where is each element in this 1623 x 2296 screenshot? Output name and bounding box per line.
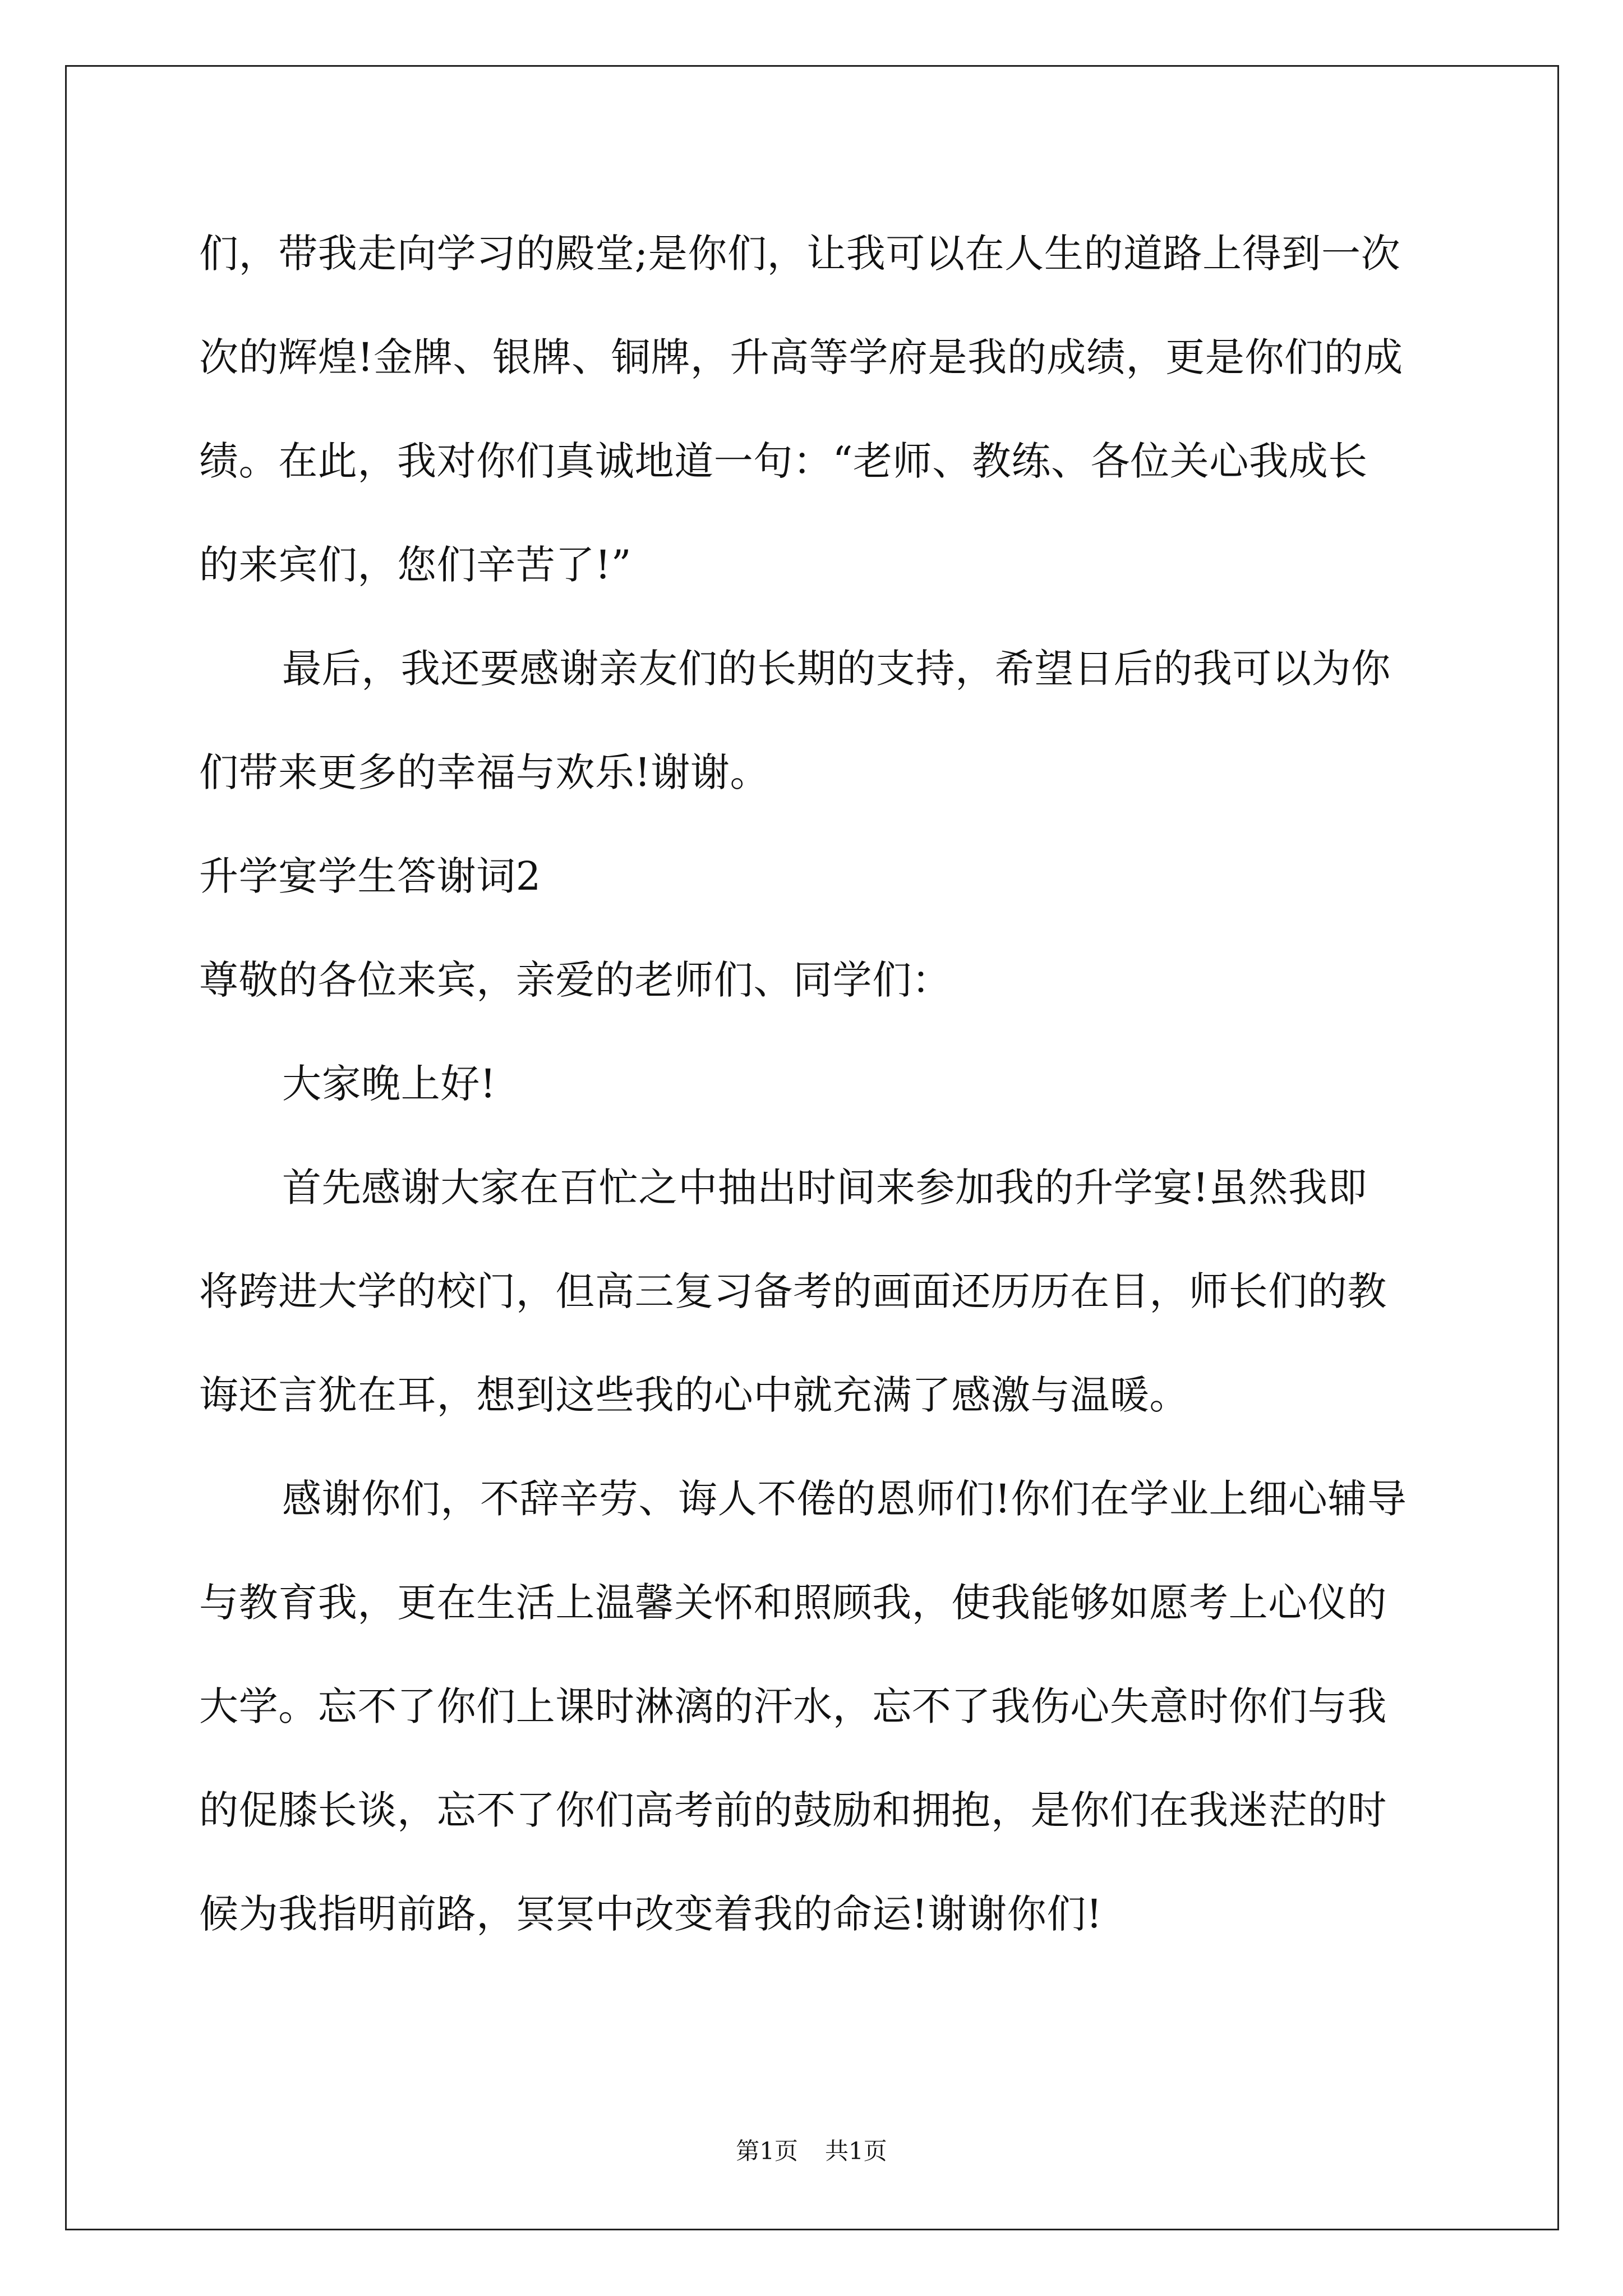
greeting: 大家晚上好! [282, 1061, 496, 1107]
text-line: 候为我指明前路，冥冥中改变着我的命运!谢谢你们! [199, 1891, 1103, 1937]
text-line: 大学。忘不了你们上课时淋漓的汗水，忘不了我伤心失意时你们与我 [199, 1683, 1387, 1729]
text-line: 与教育我，更在生活上温馨关怀和照顾我，使我能够如愿考上心仪的 [199, 1580, 1387, 1626]
text-line: 诲还言犹在耳，想到这些我的心中就充满了感激与温暖。 [199, 1372, 1189, 1418]
section-title: 升学宴学生答谢词2 [199, 853, 541, 899]
page-footer [0, 2134, 1623, 2168]
paragraph-start: 最后，我还要感谢亲友们的长期的支持，希望日后的我可以为你 [282, 646, 1391, 692]
text-line: 们，带我走向学习的殿堂;是你们，让我可以在人生的道路上得到一次 [199, 231, 1401, 277]
text-line: 的促膝长谈，忘不了你们高考前的鼓励和拥抱，是你们在我迷茫的时 [199, 1787, 1387, 1833]
text-line: 绩。在此，我对你们真诚地道一句：“老师、教练、各位关心我成长 [199, 438, 1368, 484]
page-number: 第1页 [736, 2137, 798, 2165]
page-total: 共1页 [825, 2137, 887, 2165]
text-line: 次的辉煌!金牌、银牌、铜牌，升高等学府是我的成绩，更是你们的成 [199, 334, 1403, 380]
document-body [199, 202, 1433, 1966]
text-line: 的来宾们，您们辛苦了!” [199, 542, 632, 588]
salutation: 尊敬的各位来宾，亲爱的老师们、同学们： [199, 957, 952, 1003]
paragraph-start: 感谢你们，不辞辛劳、诲人不倦的恩师们!你们在学业上细心辅导 [282, 1476, 1407, 1522]
text-line: 们带来更多的幸福与欢乐!谢谢。 [199, 749, 770, 795]
text-line: 将跨进大学的校门，但高三复习备考的画面还历历在目，师长们的教 [199, 1268, 1387, 1314]
paragraph-start: 首先感谢大家在百忙之中抽出时间来参加我的升学宴!虽然我即 [282, 1165, 1367, 1211]
